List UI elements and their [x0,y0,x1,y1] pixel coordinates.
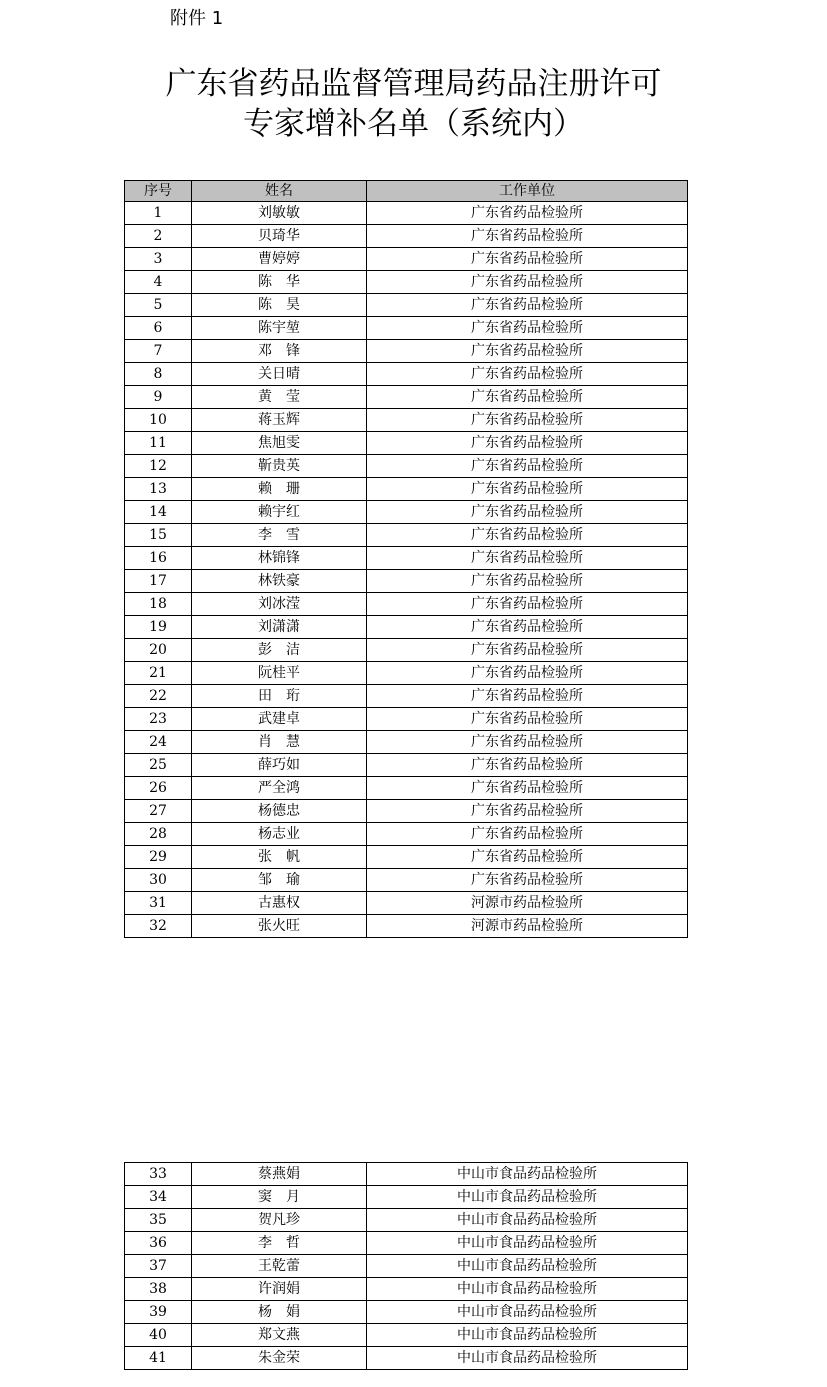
row-unit: 广东省药品检验所 [367,317,688,340]
table-row [125,1324,688,1347]
row-name: 贝琦华 [192,225,367,248]
row-name: 陈 华 [192,271,367,294]
row-unit: 中山市食品药品检验所 [367,1163,688,1186]
row-name: 邹 瑜 [192,869,367,892]
table-row [125,869,688,892]
title-line-1: 广东省药品监督管理局药品注册许可 [165,66,662,102]
row-unit: 广东省药品检验所 [367,547,688,570]
row-name: 田 珩 [192,685,367,708]
row-number: 34 [125,1186,192,1209]
row-name: 肖 慧 [192,731,367,754]
row-unit: 中山市食品药品检验所 [367,1301,688,1324]
row-number: 29 [125,846,192,869]
row-unit: 河源市药品检验所 [367,892,688,915]
row-name: 焦旭雯 [192,432,367,455]
table-row [125,1163,688,1186]
row-name: 赖 珊 [192,478,367,501]
row-unit: 广东省药品检验所 [367,340,688,363]
row-name: 郑文燕 [192,1324,367,1347]
table-row [125,823,688,846]
row-unit: 广东省药品检验所 [367,271,688,294]
row-name: 张火旺 [192,915,367,938]
row-unit: 中山市食品药品检验所 [367,1232,688,1255]
table-row [125,915,688,938]
attachment-label: 附件 1 [170,8,224,29]
table-row [125,271,688,294]
row-number: 24 [125,731,192,754]
row-unit: 广东省药品检验所 [367,754,688,777]
table-row [125,1255,688,1278]
row-number: 5 [125,294,192,317]
row-name: 张 帆 [192,846,367,869]
row-name: 许润娟 [192,1278,367,1301]
row-name: 曹婷婷 [192,248,367,271]
table-row [125,846,688,869]
table-row [125,248,688,271]
row-name: 窦 月 [192,1186,367,1209]
row-number: 19 [125,616,192,639]
row-number: 17 [125,570,192,593]
row-name: 林铁豪 [192,570,367,593]
row-unit: 广东省药品检验所 [367,593,688,616]
table-row [125,662,688,685]
table-row [125,294,688,317]
row-name: 赖宇红 [192,501,367,524]
row-unit: 广东省药品检验所 [367,708,688,731]
row-name: 武建卓 [192,708,367,731]
table-row [125,708,688,731]
row-name: 阮桂平 [192,662,367,685]
row-name: 古惠权 [192,892,367,915]
row-name: 陈 昊 [192,294,367,317]
row-name: 贺凡珍 [192,1209,367,1232]
row-unit: 广东省药品检验所 [367,225,688,248]
table-row [125,1301,688,1324]
row-unit: 广东省药品检验所 [367,662,688,685]
row-name: 杨志业 [192,823,367,846]
row-name: 刘潇潇 [192,616,367,639]
row-number: 25 [125,754,192,777]
row-number: 15 [125,524,192,547]
row-unit: 广东省药品检验所 [367,432,688,455]
row-name: 杨 娟 [192,1301,367,1324]
row-number: 13 [125,478,192,501]
document-title [0,64,827,144]
table-row [125,432,688,455]
table-row [125,1347,688,1370]
row-number: 39 [125,1301,192,1324]
table-row [125,593,688,616]
row-number: 37 [125,1255,192,1278]
row-number: 36 [125,1232,192,1255]
row-unit: 广东省药品检验所 [367,685,688,708]
row-unit: 广东省药品检验所 [367,363,688,386]
row-number: 31 [125,892,192,915]
row-unit: 广东省药品检验所 [367,386,688,409]
row-name: 刘敏敏 [192,202,367,225]
table-row [125,202,688,225]
row-number: 27 [125,800,192,823]
header-name: 姓名 [192,181,367,202]
row-number: 40 [125,1324,192,1347]
table-row [125,1186,688,1209]
row-number: 41 [125,1347,192,1370]
row-number: 23 [125,708,192,731]
row-unit: 广东省药品检验所 [367,455,688,478]
row-unit: 广东省药品检验所 [367,869,688,892]
row-unit: 广东省药品检验所 [367,202,688,225]
table-row [125,639,688,662]
row-unit: 广东省药品检验所 [367,524,688,547]
table-row [125,800,688,823]
row-number: 8 [125,363,192,386]
row-number: 18 [125,593,192,616]
row-unit: 河源市药品检验所 [367,915,688,938]
table-row [125,1278,688,1301]
row-name: 林锦锋 [192,547,367,570]
table-row [125,1232,688,1255]
row-number: 21 [125,662,192,685]
row-name: 陈宇堃 [192,317,367,340]
row-number: 38 [125,1278,192,1301]
table-row [125,524,688,547]
table-row [125,340,688,363]
row-unit: 广东省药品检验所 [367,501,688,524]
row-name: 蒋玉辉 [192,409,367,432]
row-name: 朱金荣 [192,1347,367,1370]
table-row [125,754,688,777]
table-row [125,478,688,501]
row-number: 9 [125,386,192,409]
expert-table [124,180,688,938]
table-row [125,731,688,754]
table-row [125,225,688,248]
row-number: 10 [125,409,192,432]
table-row [125,386,688,409]
row-number: 28 [125,823,192,846]
row-name: 李 哲 [192,1232,367,1255]
table-row [125,570,688,593]
row-name: 刘冰滢 [192,593,367,616]
row-number: 35 [125,1209,192,1232]
row-name: 杨德忠 [192,800,367,823]
row-unit: 广东省药品检验所 [367,639,688,662]
row-unit: 中山市食品药品检验所 [367,1186,688,1209]
row-unit: 广东省药品检验所 [367,846,688,869]
expert-table-continued [124,1162,688,1370]
table-row [125,1209,688,1232]
row-unit: 中山市食品药品检验所 [367,1255,688,1278]
row-number: 16 [125,547,192,570]
row-number: 12 [125,455,192,478]
row-number: 33 [125,1163,192,1186]
row-unit: 广东省药品检验所 [367,823,688,846]
row-number: 14 [125,501,192,524]
header-no: 序号 [125,181,192,202]
row-name: 邓 锋 [192,340,367,363]
row-unit: 广东省药品检验所 [367,777,688,800]
header-unit: 工作单位 [367,181,688,202]
row-unit: 广东省药品检验所 [367,616,688,639]
row-unit: 广东省药品检验所 [367,800,688,823]
row-name: 靳贵英 [192,455,367,478]
row-unit: 广东省药品检验所 [367,478,688,501]
row-number: 32 [125,915,192,938]
row-name: 关日晴 [192,363,367,386]
row-unit: 广东省药品检验所 [367,294,688,317]
row-number: 1 [125,202,192,225]
row-name: 黄 莹 [192,386,367,409]
row-name: 严全鸿 [192,777,367,800]
row-name: 王乾蕾 [192,1255,367,1278]
title-line-2: 专家增补名单（系统内） [243,106,584,142]
row-number: 7 [125,340,192,363]
table-row [125,363,688,386]
table-row [125,547,688,570]
row-unit: 广东省药品检验所 [367,409,688,432]
row-number: 4 [125,271,192,294]
table-row [125,892,688,915]
row-name: 薛巧如 [192,754,367,777]
row-number: 11 [125,432,192,455]
row-name: 蔡燕娟 [192,1163,367,1186]
row-unit: 中山市食品药品检验所 [367,1324,688,1347]
table-row [125,616,688,639]
row-unit: 广东省药品检验所 [367,570,688,593]
row-unit: 中山市食品药品检验所 [367,1209,688,1232]
table-row [125,501,688,524]
row-number: 22 [125,685,192,708]
row-unit: 广东省药品检验所 [367,248,688,271]
table-row [125,685,688,708]
row-number: 3 [125,248,192,271]
table-header-row [125,181,688,202]
row-name: 李 雪 [192,524,367,547]
row-unit: 中山市食品药品检验所 [367,1278,688,1301]
row-unit: 广东省药品检验所 [367,731,688,754]
row-number: 26 [125,777,192,800]
row-name: 彭 洁 [192,639,367,662]
row-number: 2 [125,225,192,248]
table-row [125,317,688,340]
row-number: 20 [125,639,192,662]
row-number: 6 [125,317,192,340]
row-unit: 中山市食品药品检验所 [367,1347,688,1370]
row-number: 30 [125,869,192,892]
table-row [125,409,688,432]
table-row [125,455,688,478]
table-row [125,777,688,800]
